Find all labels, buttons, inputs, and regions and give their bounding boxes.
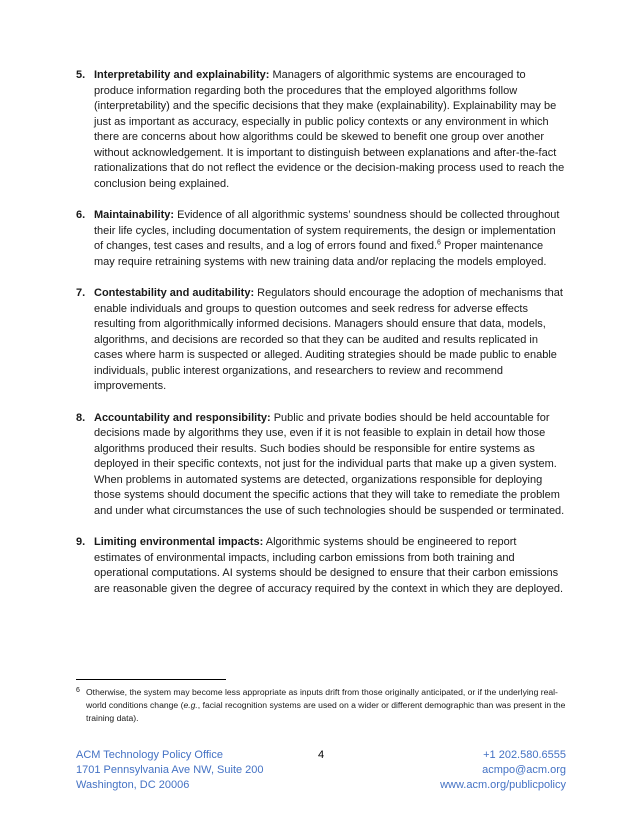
footnote-reference[interactable]: 6 [437,239,441,247]
item-text-continued: Proper maintenance may require retraining systems with new training data and/or replacing the models employed. [94,240,547,268]
list-item [76,208,566,270]
item-term: Interpretability and explainability: [94,69,270,81]
item-term: Limiting environmental impacts: [94,536,264,548]
footnote-divider [76,679,226,680]
item-text: Evidence of all algorithmic systems’ soundness should be collected throughout their life cycles, including documentation of system requirements, the design or implementation of changes, test cases and results, and a log of errors found and fixed. [94,209,560,252]
footer-phone[interactable]: +1 202.580.6555 [483,749,566,761]
item-number: 9. [76,536,86,548]
item-number: 7. [76,287,86,299]
list-item [76,68,566,192]
list-item [76,411,566,520]
item-body [94,535,566,597]
item-body [94,411,566,520]
list-item [76,286,566,395]
item-number: 6. [76,209,86,221]
footer-email[interactable]: acmpo@acm.org [482,764,566,776]
item-body [94,286,566,395]
footer-office: ACM Technology Policy Office [76,749,223,761]
footnote-text-after: , facial recognition systems are used on a wider or different demographic than was present in the training data). [86,700,566,723]
item-term: Accountability and responsibility: [94,411,271,424]
page-number: 4 [317,749,325,761]
footnote-text [86,686,566,725]
footnote [76,686,566,725]
footnote-mark: 6 [76,687,80,694]
item-body [94,208,566,270]
item-number: 5. [76,69,86,81]
footer-city: Washington, DC 20006 [76,779,190,791]
item-term: Maintainability: [94,209,175,221]
footnote-text-before: Otherwise, the system may become less appropriate as inputs drift from those originally anticipated, or if the underlying real-world conditions change ( [86,687,558,710]
principles-list [76,68,566,613]
item-text: Regulators should encourage the adoption of mechanisms that enable individuals and groups to question outcomes and seek redress for adverse effects resulting from algorithmically informed decisions. Managers should ensure that data, models, algorithms, and decisions are recorded so that they can be audited and results replicated in cases where harm is suspected or alleged. Auditing strategies should be made public to enable individuals, public interest organizations, and researchers to review and recommend improvements. [94,287,563,392]
item-number: 8. [76,411,86,424]
footer-website[interactable]: www.acm.org/publicpolicy [440,779,566,791]
item-text: Algorithmic systems should be engineered to report estimates of environmental impacts, including carbon emissions from both training and operational computations. AI systems should be designed to ensure that their carbon emissions are reasonable given the degree of accuracy required by the context in which they are deployed. [94,536,564,595]
item-text: Managers of algorithmic systems are encouraged to produce information regarding both the procedures that the employed algorithms follow (interpretability) and the specific decisions that they make (explainability). Explainability may be just as important as accuracy, especially in public policy contexts or any environment in which there are concerns about how algorithms could be skewed to benefit one group over another without acknowledgement. It is important to distinguish between explanations and after-the-fact rationalizations that do not reflect the evidence or the decision-making process used to reach the conclusion being explained. [94,69,565,190]
list-item [76,535,566,597]
item-text: Public and private bodies should be held accountable for decisions made by algorithms they use, even if it is not feasible to explain in detail how those algorithms produced their results. Such bodies should be responsible for entire systems as deployed in their specific contexts, not just for the individual parts that make up a given system. When problems in automated systems are detected, organizations responsible for deploying those systems should document the specific actions that they will take to remediate the problem and under what circumstances the use of such technologies should be suspended or terminated. [94,411,565,517]
footer-address: 1701 Pennsylvania Ave NW, Suite 200 [76,764,264,776]
footnote-text-italic: e.g. [183,700,198,710]
item-body [94,68,566,192]
item-term: Contestability and auditability: [94,287,255,299]
footer-contact-block [440,748,566,793]
